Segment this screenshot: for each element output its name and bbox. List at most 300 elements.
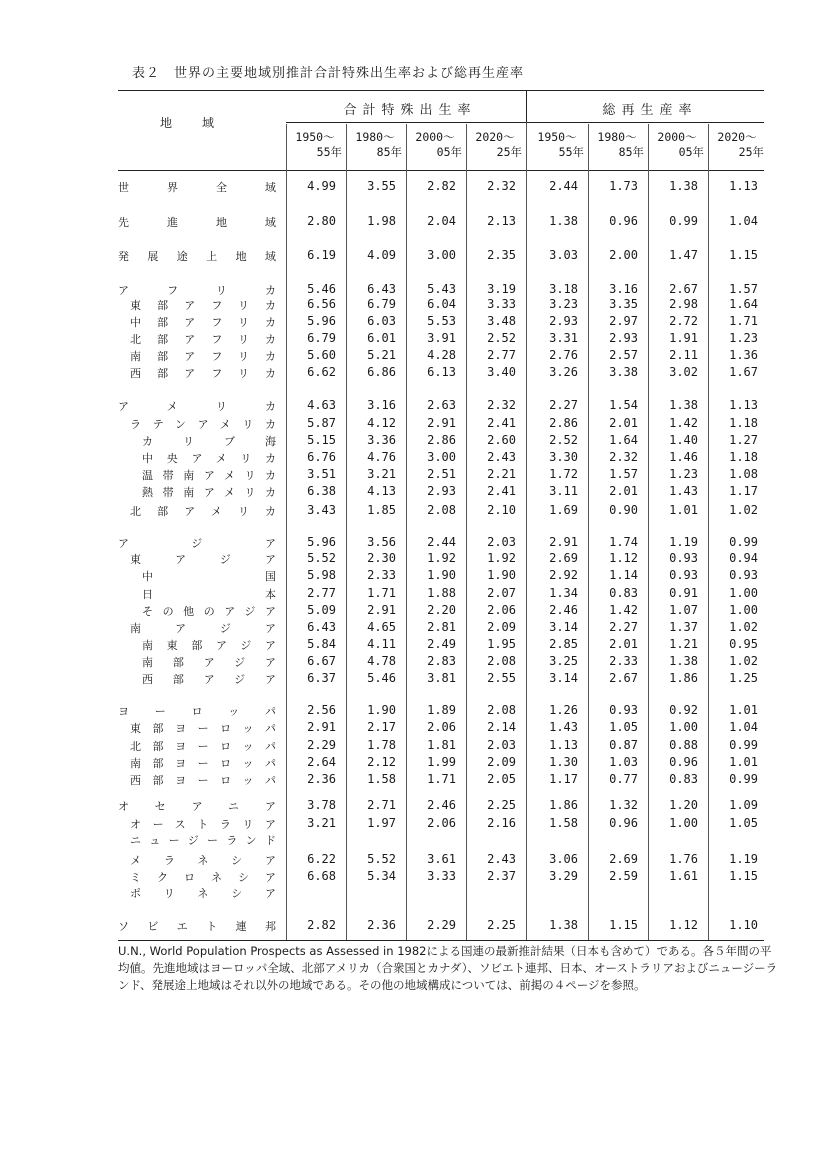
table-cell: 1.54	[609, 398, 638, 412]
period-start: 1980～	[597, 130, 637, 144]
table-cell: 2.21	[487, 467, 516, 481]
row-label: 南東部アジア	[142, 639, 278, 652]
table-cell: 5.09	[307, 603, 336, 617]
table-cell: 1.69	[549, 503, 578, 517]
table-cell: 4.76	[367, 450, 396, 464]
table-cell: 2.60	[487, 433, 516, 447]
table-cell: 2.01	[609, 637, 638, 651]
table-cell: 1.00	[669, 720, 698, 734]
table-cell: 2.93	[549, 314, 578, 328]
table-cell: 1.09	[729, 798, 758, 812]
table-cell: 5.34	[367, 869, 396, 883]
table-cell: 0.93	[729, 568, 758, 582]
table-cell: 3.03	[549, 248, 578, 262]
table-cell: 1.89	[427, 703, 456, 717]
table-cell: 0.87	[609, 738, 638, 752]
table-cell: 1.00	[669, 816, 698, 830]
table-cell: 3.21	[307, 816, 336, 830]
table-cell: 2.09	[487, 620, 516, 634]
table-cell: 1.23	[729, 331, 758, 345]
row-label: 熱帯南アメリカ	[142, 486, 278, 499]
table-cell: 3.25	[549, 654, 578, 668]
table-cell: 2.32	[609, 450, 638, 464]
row-label: ソビエト連邦	[118, 920, 278, 933]
table-cell: 6.19	[307, 248, 336, 262]
table-cell: 3.48	[487, 314, 516, 328]
table-cell: 3.00	[427, 450, 456, 464]
column-line	[648, 124, 649, 940]
table-cell: 1.71	[427, 772, 456, 786]
table-cell: 2.16	[487, 816, 516, 830]
footnote: U.N., World Population Prospects as Assessed in 1982による国連の最新推計結果（日本も含めて）である。各５年間の平均値。先進地域はヨーロッパ全域、北部アメリカ（合衆国とカナダ）、ソビエト連邦、日本、オーストラリアおよびニュージーランド、発展途上地域はそれ以外の地域である。その他の地域構成については、前掲の４ページを参照。	[118, 944, 778, 992]
table-cell: 1.81	[427, 738, 456, 752]
table-cell: 1.92	[487, 551, 516, 565]
column-line	[526, 122, 527, 940]
period-header	[650, 130, 704, 160]
table-cell: 2.44	[427, 535, 456, 549]
table-cell: 0.91	[669, 586, 698, 600]
table-cell: 2.25	[487, 798, 516, 812]
table-cell: 1.08	[729, 467, 758, 481]
row-label: 日 本	[142, 588, 278, 601]
table-cell: 1.04	[729, 720, 758, 734]
table-cell: 1.67	[729, 365, 758, 379]
row-label: メラネシア	[130, 854, 278, 867]
row-label: その他のアジア	[142, 605, 278, 618]
table-cell: 0.96	[669, 755, 698, 769]
table-cell: 2.03	[487, 738, 516, 752]
table-cell: 6.03	[367, 314, 396, 328]
table-cell: 6.67	[307, 654, 336, 668]
table-cell: 2.51	[427, 467, 456, 481]
table-cell: 1.71	[367, 586, 396, 600]
period-start: 2000～	[415, 130, 455, 144]
table-cell: 1.64	[609, 433, 638, 447]
table-cell: 1.18	[729, 416, 758, 430]
table-cell: 2.57	[609, 348, 638, 362]
table-cell: 3.16	[609, 282, 638, 296]
row-label: ニュージーランド	[130, 834, 278, 847]
table-cell: 2.10	[487, 503, 516, 517]
table-cell: 1.02	[729, 620, 758, 634]
row-label: 西部アジア	[142, 673, 278, 686]
period-end: 25年	[738, 145, 764, 159]
table-cell: 1.14	[609, 568, 638, 582]
table-cell: 3.00	[427, 248, 456, 262]
row-label: 北部アメリカ	[130, 505, 278, 518]
table-cell: 5.96	[307, 314, 336, 328]
table-cell: 1.43	[669, 484, 698, 498]
period-end: 85年	[376, 145, 402, 159]
table-cell: 1.64	[729, 297, 758, 311]
table-cell: 4.65	[367, 620, 396, 634]
table-cell: 4.63	[307, 398, 336, 412]
table-cell: 1.74	[609, 535, 638, 549]
table-cell: 3.06	[549, 852, 578, 866]
table-cell: 1.25	[729, 671, 758, 685]
table-cell: 0.93	[669, 551, 698, 565]
period-end: 05年	[436, 145, 462, 159]
table-cell: 1.15	[609, 918, 638, 932]
table-cell: 3.23	[549, 297, 578, 311]
table-cell: 1.38	[669, 398, 698, 412]
period-header	[710, 130, 764, 160]
row-label: 中部アフリカ	[130, 316, 278, 329]
table-cell: 1.21	[669, 637, 698, 651]
table-cell: 3.26	[549, 365, 578, 379]
row-label: 南部アフリカ	[130, 350, 278, 363]
table-cell: 0.77	[609, 772, 638, 786]
row-label: カリブ海	[142, 435, 278, 448]
table-cell: 0.95	[729, 637, 758, 651]
table-cell: 0.93	[669, 568, 698, 582]
table-cell: 1.13	[729, 179, 758, 193]
period-end: 55年	[558, 145, 584, 159]
table-cell: 3.21	[367, 467, 396, 481]
table-cell: 0.83	[669, 772, 698, 786]
table-cell: 2.80	[307, 214, 336, 228]
tfr-group-header: 合計特殊出生率	[343, 103, 477, 118]
column-line	[708, 124, 709, 940]
table-cell: 1.01	[729, 703, 758, 717]
table-cell: 5.60	[307, 348, 336, 362]
table-cell: 2.77	[307, 586, 336, 600]
table-cell: 1.46	[669, 450, 698, 464]
table-cell: 3.30	[549, 450, 578, 464]
table-cell: 6.76	[307, 450, 336, 464]
table-title: 表２ 世界の主要地域別推計合計特殊出生率および総再生産率	[132, 66, 525, 81]
column-line	[406, 124, 407, 940]
table-cell: 2.82	[427, 179, 456, 193]
row-label: 西部アフリカ	[130, 367, 278, 380]
table-cell: 2.69	[609, 852, 638, 866]
table-cell: 1.76	[669, 852, 698, 866]
table-cell: 2.93	[609, 331, 638, 345]
row-label: 東部ヨーロッパ	[130, 722, 278, 735]
table-cell: 1.47	[669, 248, 698, 262]
row-label: ヨーロッパ	[118, 705, 278, 718]
table-cell: 6.13	[427, 365, 456, 379]
table-cell: 2.17	[367, 720, 396, 734]
table-cell: 1.01	[729, 755, 758, 769]
table-cell: 3.29	[549, 869, 578, 883]
table-cell: 1.37	[669, 620, 698, 634]
table-cell: 2.43	[487, 450, 516, 464]
table-cell: 0.99	[669, 214, 698, 228]
table-cell: 1.90	[427, 568, 456, 582]
period-start: 1950～	[295, 130, 335, 144]
period-header	[530, 130, 584, 160]
table-cell: 6.62	[307, 365, 336, 379]
table-cell: 5.15	[307, 433, 336, 447]
table-cell: 1.02	[729, 654, 758, 668]
table-cell: 3.33	[427, 869, 456, 883]
table-cell: 1.36	[729, 348, 758, 362]
table-cell: 3.56	[367, 535, 396, 549]
table-cell: 2.36	[367, 918, 396, 932]
table-cell: 5.46	[367, 671, 396, 685]
row-label: 南部ヨーロッパ	[130, 757, 278, 770]
table-cell: 2.00	[609, 248, 638, 262]
table-cell: 2.67	[669, 282, 698, 296]
row-label: 発展途上地域	[118, 250, 278, 263]
table-cell: 3.78	[307, 798, 336, 812]
table-cell: 2.13	[487, 214, 516, 228]
row-label: 先 進 地 域	[118, 216, 278, 229]
table-cell: 2.04	[427, 214, 456, 228]
table-cell: 2.44	[549, 179, 578, 193]
table-cell: 1.13	[549, 738, 578, 752]
table-cell: 3.81	[427, 671, 456, 685]
table-cell: 3.11	[549, 484, 578, 498]
table-cell: 6.22	[307, 852, 336, 866]
table-cell: 1.86	[669, 671, 698, 685]
table-cell: 2.86	[427, 433, 456, 447]
table-cell: 1.42	[669, 416, 698, 430]
table-cell: 1.90	[367, 703, 396, 717]
table-cell: 1.23	[669, 467, 698, 481]
table-cell: 6.86	[367, 365, 396, 379]
table-cell: 2.41	[487, 416, 516, 430]
table-cell: 6.68	[307, 869, 336, 883]
table-cell: 1.85	[367, 503, 396, 517]
row-label: 北部アフリカ	[130, 333, 278, 346]
table-cell: 2.46	[427, 798, 456, 812]
table-cell: 2.33	[609, 654, 638, 668]
table-cell: 1.34	[549, 586, 578, 600]
table-cell: 0.88	[669, 738, 698, 752]
table-cell: 0.99	[729, 772, 758, 786]
table-cell: 3.36	[367, 433, 396, 447]
table-cell: 4.12	[367, 416, 396, 430]
table-cell: 2.46	[549, 603, 578, 617]
table-cell: 2.91	[427, 416, 456, 430]
period-end: 05年	[678, 145, 704, 159]
table-cell: 2.81	[427, 620, 456, 634]
table-cell: 5.52	[367, 852, 396, 866]
row-label: アフリカ	[118, 284, 278, 297]
period-header	[408, 130, 462, 160]
table-cell: 6.43	[367, 282, 396, 296]
table-cell: 2.01	[609, 484, 638, 498]
row-label: ポリネシア	[130, 887, 278, 900]
table-cell: 0.92	[669, 703, 698, 717]
header-bottom-rule	[118, 170, 764, 171]
table-cell: 6.79	[367, 297, 396, 311]
table-cell: 0.99	[729, 535, 758, 549]
row-label: 南アジア	[130, 622, 278, 635]
table-cell: 1.42	[609, 603, 638, 617]
period-start: 2000～	[657, 130, 697, 144]
column-line	[588, 124, 589, 940]
table-cell: 2.56	[307, 703, 336, 717]
table-cell: 5.98	[307, 568, 336, 582]
table-cell: 2.52	[487, 331, 516, 345]
table-cell: 4.28	[427, 348, 456, 362]
table-cell: 5.84	[307, 637, 336, 651]
table-cell: 4.11	[367, 637, 396, 651]
table-cell: 2.25	[487, 918, 516, 932]
table-cell: 2.55	[487, 671, 516, 685]
column-line	[466, 124, 467, 940]
table-cell: 3.16	[367, 398, 396, 412]
period-start: 1980～	[355, 130, 395, 144]
table-cell: 1.05	[609, 720, 638, 734]
group-rule	[286, 122, 764, 123]
table-cell: 3.19	[487, 282, 516, 296]
table-cell: 5.52	[307, 551, 336, 565]
row-label: 東アジア	[130, 553, 278, 566]
table-cell: 2.32	[487, 398, 516, 412]
table-cell: 0.96	[609, 214, 638, 228]
table-cell: 1.40	[669, 433, 698, 447]
table-cell: 1.01	[669, 503, 698, 517]
table-cell: 1.73	[609, 179, 638, 193]
table-cell: 2.43	[487, 852, 516, 866]
table-cell: 5.43	[427, 282, 456, 296]
period-header	[288, 130, 342, 160]
table-cell: 2.83	[427, 654, 456, 668]
table-cell: 2.37	[487, 869, 516, 883]
table-cell: 2.35	[487, 248, 516, 262]
table-cell: 1.26	[549, 703, 578, 717]
table-cell: 2.86	[549, 416, 578, 430]
table-cell: 1.88	[427, 586, 456, 600]
table-cell: 3.14	[549, 620, 578, 634]
table-cell: 6.01	[367, 331, 396, 345]
table-cell: 3.33	[487, 297, 516, 311]
row-label: 北部ヨーロッパ	[130, 740, 278, 753]
table-cell: 1.38	[669, 654, 698, 668]
region-header: 地 域	[160, 116, 217, 130]
table-cell: 3.40	[487, 365, 516, 379]
table-cell: 1.92	[427, 551, 456, 565]
table-cell: 2.91	[307, 720, 336, 734]
table-cell: 1.98	[367, 214, 396, 228]
table-cell: 5.46	[307, 282, 336, 296]
table-cell: 0.83	[609, 586, 638, 600]
table-cell: 1.17	[729, 484, 758, 498]
table-cell: 1.90	[487, 568, 516, 582]
table-cell: 2.11	[669, 348, 698, 362]
table-cell: 5.87	[307, 416, 336, 430]
table-cell: 2.71	[367, 798, 396, 812]
row-label: 温帯南アメリカ	[142, 469, 278, 482]
table-bottom-rule	[118, 940, 764, 941]
table-cell: 1.38	[669, 179, 698, 193]
table-cell: 2.14	[487, 720, 516, 734]
table-cell: 2.36	[307, 772, 336, 786]
table-cell: 3.14	[549, 671, 578, 685]
table-cell: 1.57	[729, 282, 758, 296]
table-cell: 2.06	[427, 816, 456, 830]
table-cell: 5.21	[367, 348, 396, 362]
grr-group-header: 総再生産率	[602, 103, 698, 118]
table-cell: 1.57	[609, 467, 638, 481]
table-cell: 1.17	[549, 772, 578, 786]
table-cell: 1.38	[549, 918, 578, 932]
table-cell: 1.00	[729, 586, 758, 600]
table-cell: 4.78	[367, 654, 396, 668]
table-cell: 6.04	[427, 297, 456, 311]
table-cell: 0.96	[609, 816, 638, 830]
table-cell: 2.67	[609, 671, 638, 685]
table-cell: 2.29	[307, 738, 336, 752]
table-cell: 6.43	[307, 620, 336, 634]
table-cell: 3.38	[609, 365, 638, 379]
table-cell: 1.19	[729, 852, 758, 866]
table-cell: 2.49	[427, 637, 456, 651]
table-cell: 3.35	[609, 297, 638, 311]
table-cell: 2.52	[549, 433, 578, 447]
table-cell: 2.77	[487, 348, 516, 362]
table-cell: 2.05	[487, 772, 516, 786]
period-end: 85年	[618, 145, 644, 159]
table-cell: 5.96	[307, 535, 336, 549]
row-label: 中 国	[142, 570, 278, 583]
table-cell: 2.63	[427, 398, 456, 412]
table-cell: 2.06	[487, 603, 516, 617]
table-cell: 1.04	[729, 214, 758, 228]
table-cell: 0.94	[729, 551, 758, 565]
table-cell: 2.03	[487, 535, 516, 549]
table-cell: 3.51	[307, 467, 336, 481]
period-start: 2020～	[475, 130, 515, 144]
row-label: 東部アフリカ	[130, 299, 278, 312]
table-cell: 1.99	[427, 755, 456, 769]
table-cell: 2.85	[549, 637, 578, 651]
table-cell: 2.06	[427, 720, 456, 734]
table-cell: 6.37	[307, 671, 336, 685]
column-line	[346, 124, 347, 940]
table-cell: 2.09	[487, 755, 516, 769]
table-cell: 1.61	[669, 869, 698, 883]
table-cell: 1.91	[669, 331, 698, 345]
table-cell: 1.02	[729, 503, 758, 517]
table-cell: 3.31	[549, 331, 578, 345]
table-cell: 1.97	[367, 816, 396, 830]
table-cell: 6.79	[307, 331, 336, 345]
row-label: ラテンアメリカ	[130, 418, 278, 431]
row-label: 世 界 全 域	[118, 181, 278, 194]
table-cell: 2.92	[549, 568, 578, 582]
table-cell: 1.27	[729, 433, 758, 447]
table-cell: 2.07	[487, 586, 516, 600]
period-end: 25年	[496, 145, 522, 159]
table-cell: 1.58	[549, 816, 578, 830]
top-rule	[118, 90, 764, 91]
table-cell: 1.12	[669, 918, 698, 932]
table-cell: 1.71	[729, 314, 758, 328]
period-end: 55年	[316, 145, 342, 159]
row-label: オーストラリア	[130, 818, 278, 831]
row-label: オセアニア	[118, 800, 278, 813]
row-label: ミクロネシア	[130, 871, 278, 884]
table-cell: 2.59	[609, 869, 638, 883]
table-cell: 1.32	[609, 798, 638, 812]
table-cell: 3.02	[669, 365, 698, 379]
table-cell: 1.13	[729, 398, 758, 412]
period-header	[348, 130, 402, 160]
table-cell: 4.99	[307, 179, 336, 193]
table-cell: 2.27	[609, 620, 638, 634]
table-cell: 2.08	[427, 503, 456, 517]
table-cell: 1.20	[669, 798, 698, 812]
table-cell: 1.78	[367, 738, 396, 752]
table-cell: 2.30	[367, 551, 396, 565]
table-cell: 2.93	[427, 484, 456, 498]
table-cell: 3.43	[307, 503, 336, 517]
